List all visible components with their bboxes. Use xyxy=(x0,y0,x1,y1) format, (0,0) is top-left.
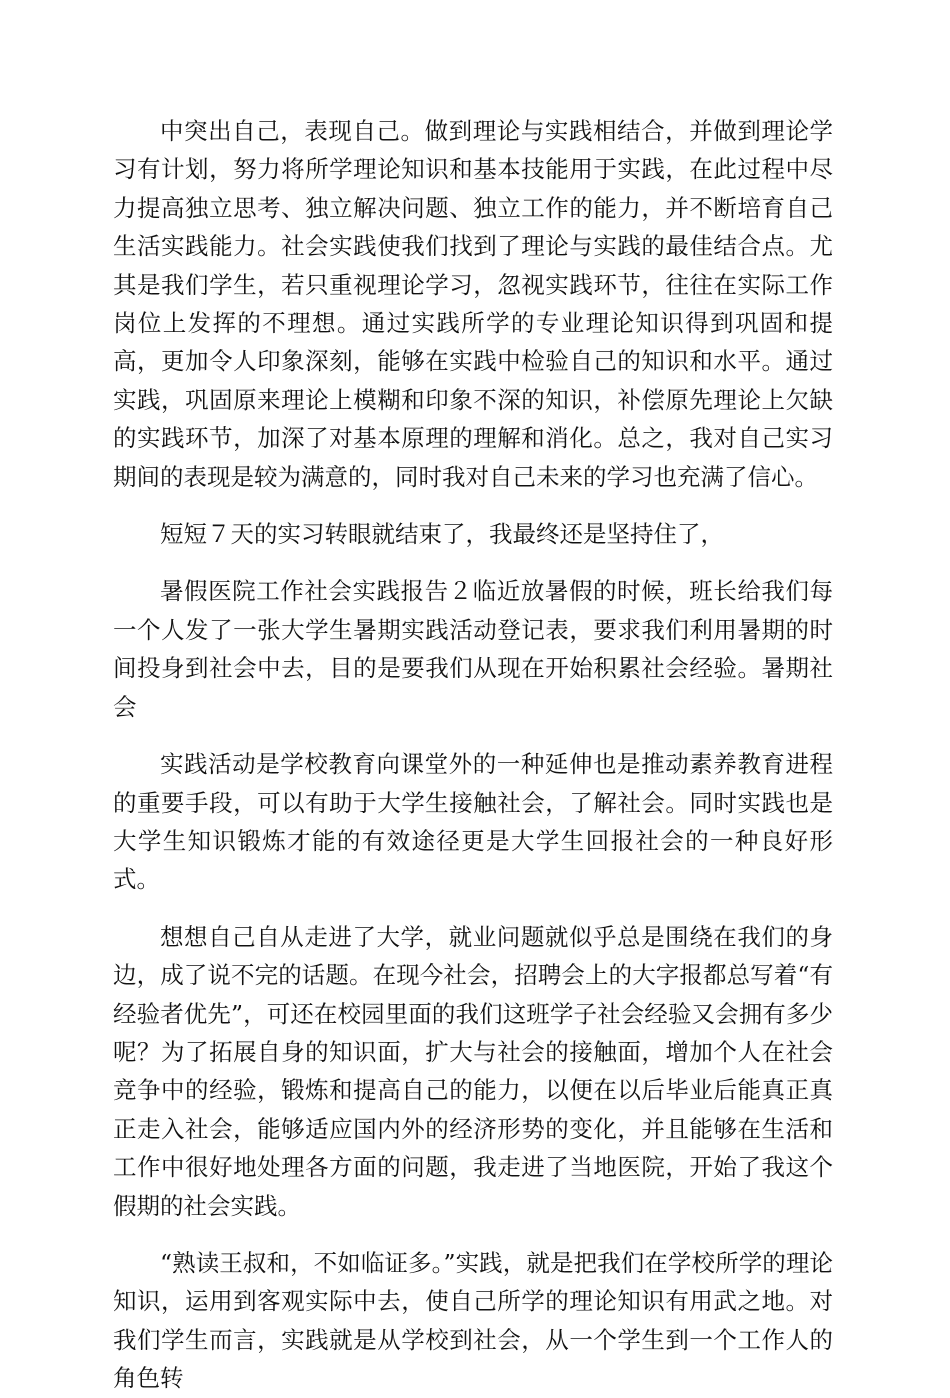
paragraph-1: 中突出自己，表现自己。做到理论与实践相结合，并做到理论学习有计划，努力将所学理论知识和基本技能用于实践，在此过程中尽力提高独立思考、独立解决问题、独立工作的能力，并不断培育自己生活实践能力。社会实践使我们找到了理论与实践的最佳结合点。尤其是我们学生，若只重视理论学习，忽视实践环节，往往在实际工作岗位上发挥的不理想。通过实践所学的专业理论知识得到巩固和提高，更加令人印象深刻，能够在实践中检验自己的知识和水平。通过实践，巩固原来理论上模糊和印象不深的知识，补偿原先理论上欠缺的实践环节，加深了对基本原理的理解和消化。总之，我对自己实习期间的表现是较为满意的，同时我对自己未来的学习也充满了信心。 xyxy=(113,117,833,491)
paragraph-2: 短短７天的实习转眼就结束了，我最终还是坚持住了， xyxy=(160,520,724,549)
paragraph-3: 暑假医院工作社会实践报告２临近放暑假的时候，班长给我们每一个人发了一张大学生暑期实践活动登记表，要求我们利用暑期的时间投身到社会中去，目的是要我们从现在开始积累社会经验。暑期社会 xyxy=(113,577,833,721)
paragraph-4: 实践活动是学校教育向课堂外的一种延伸也是推动素养教育进程的重要手段，可以有助于大学生接触社会，了解社会。同时实践也是大学生知识锻炼才能的有效途径更是大学生回报社会的一种良好形式。 xyxy=(113,750,833,894)
paragraph-5: 想想自己自从走进了大学，就业问题就似乎总是围绕在我们的身边，成了说不完的话题。在现今社会，招聘会上的大字报都总写着“有经验者优先”，可还在校园里面的我们这班学子社会经验又会拥有多少呢？为了拓展自身的知识面，扩大与社会的接触面，增加个人在社会竞争中的经验，锻炼和提高自己的能力，以便在以后毕业后能真正真正走入社会，能够适应国内外的经济形势的变化，并且能够在生活和工作中很好地处理各方面的问题，我走进了当地医院，开始了我这个假期的社会实践。 xyxy=(113,922,833,1220)
paragraph-6: “熟读王叔和，不如临证多。”实践，就是把我们在学校所学的理论知识，运用到客观实际中去，使自己所学的理论知识有用武之地。对我们学生而言，实践就是从学校到社会，从一个学生到一个工作人的角色转 xyxy=(113,1248,833,1393)
document-page xyxy=(113,112,833,1398)
